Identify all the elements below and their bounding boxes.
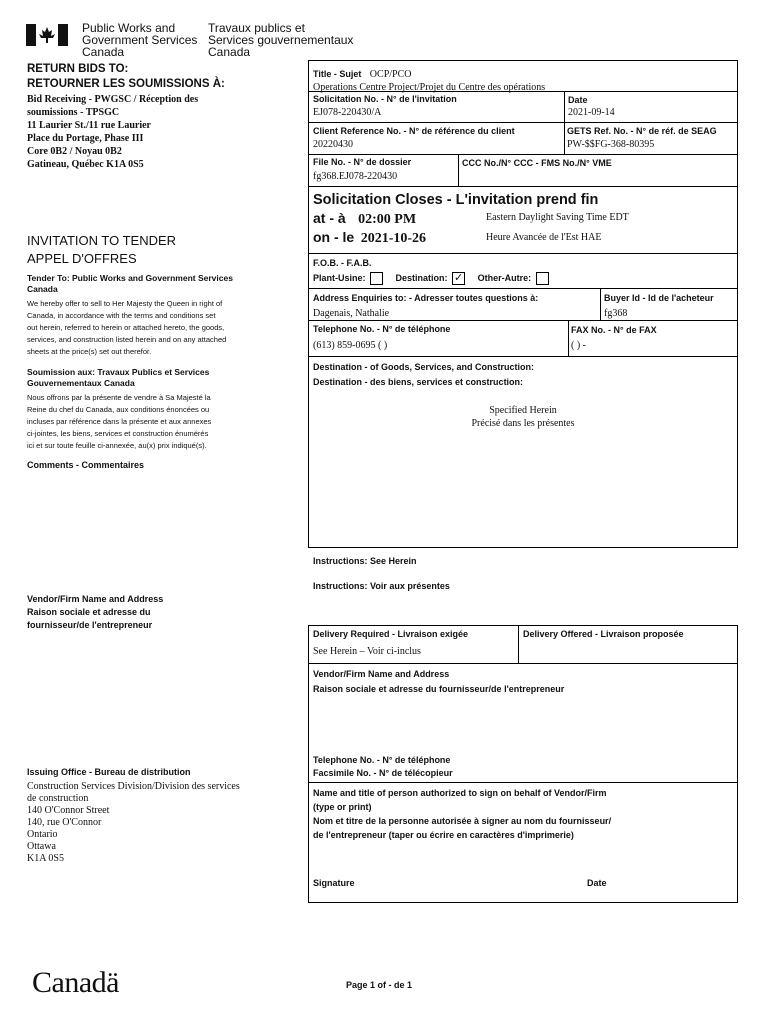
telephone-field: Telephone No. - N° de téléphone (613) 859-0695 ( ) bbox=[313, 324, 451, 351]
closing-date: on - le 2021-10-26 bbox=[313, 229, 427, 246]
tender-to-label: Tender To: Public Works and Government Services Canada bbox=[27, 273, 233, 294]
timezone-en: Eastern Daylight Saving Time EDT bbox=[486, 212, 629, 223]
file-number-field: File No. - N° de dossier fg368.EJ078-220430 bbox=[313, 157, 412, 182]
canada-wordmark: Canadä bbox=[32, 966, 119, 999]
fax-field: FAX No. - N° de FAX ( ) - bbox=[571, 325, 657, 351]
signature-label: Signature bbox=[313, 878, 355, 888]
client-reference-field: Client Reference No. - N° de référence du client 20220430 bbox=[313, 126, 515, 150]
closing-time: at - à 02:00 PM bbox=[313, 210, 417, 227]
vendor-name-label: Vendor/Firm Name and Address Raison sociale et adresse du fournisseur/de l'entrepreneur bbox=[313, 669, 565, 694]
address-enquiries-field: Address Enquiries to: - Adresser toutes questions à: Dagenais, Nathalie bbox=[313, 293, 539, 319]
fob-options: Plant-Usine: Destination: ✓ Other-Autre: bbox=[313, 272, 549, 285]
title-field: Title - Sujet OCP/PCO Operations Centre Project/Projet du Centre des opérations bbox=[313, 69, 546, 93]
vendor-left-label: Vendor/Firm Name and Address Raison sociale et adresse du fournisseur/de l'entrepreneur bbox=[27, 594, 164, 630]
vendor-phone-fax-label: Telephone No. - N° de téléphone Facsimile No. - N° de télécopieur bbox=[313, 755, 453, 778]
destination-goods-label: Destination - of Goods, Services, and Construction: Destination - des biens, services et construction: bbox=[313, 362, 535, 387]
invitation-title: INVITATION TO TENDER APPEL D'OFFRES bbox=[27, 233, 177, 266]
instructions-en: Instructions: See Herein bbox=[313, 556, 417, 566]
fob-label: F.O.B. - F.A.B. bbox=[313, 258, 372, 268]
page-number: Page 1 of - de 1 bbox=[346, 980, 413, 990]
authorized-person-input[interactable] bbox=[312, 845, 734, 873]
offer-text-en: We hereby offer to sell to Her Majesty the Queen in right of Canada, in accordance with the terms and conditions set out herein, referred to herein or attached hereto, the goods, services, and construction listed herein and on any attached sheets at the price(s) set out therefor. bbox=[27, 299, 227, 356]
comments-label: Comments - Commentaires bbox=[27, 460, 145, 470]
dept-name-en: Public Works and Government Services Canada bbox=[82, 21, 198, 59]
signature-date-label: Date bbox=[587, 878, 607, 888]
soumission-label: Soumission aux: Travaux Publics et Services Gouvernementaux Canada bbox=[27, 367, 210, 388]
solicitation-number-field: Solicitation No. - N° de l'invitation EJ078-220430/A bbox=[313, 94, 457, 118]
canada-flag-icon bbox=[26, 24, 68, 46]
ccc-number-field: CCC No./N° CCC - FMS No./N° VME bbox=[462, 158, 612, 168]
issuing-office-address: Construction Services Division/Division des services de construction 140 O'Connor Street 140, rue O'Connor Ontario Ottawa K1A 0S5 bbox=[27, 781, 240, 864]
vendor-name-input[interactable] bbox=[312, 697, 734, 749]
instructions-fr: Instructions: Voir aux présentes bbox=[313, 581, 450, 591]
other-checkbox[interactable] bbox=[536, 272, 549, 285]
specified-herein: Specified Herein Précisé dans les présentes bbox=[471, 405, 575, 429]
delivery-offered-input[interactable] bbox=[522, 643, 734, 660]
delivery-required-field: Delivery Required - Livraison exigée See Herein – Voir ci-inclus bbox=[313, 629, 469, 657]
offer-text-fr: Nous offrons par la présente de vendre à Sa Majesté la Reine du chef du Canada, aux conditions énoncées ou incluses par référence dans la présente et aux annexes ci-jointes, les biens, services et construction énumérés ici et sur toute feuille ci-annexée, au(x) prix indiqué(s). bbox=[27, 393, 212, 450]
issuing-office-label: Issuing Office - Bureau de distribution bbox=[27, 767, 191, 777]
return-bids-address: Bid Receiving - PWGSC / Réception des soumissions - TPSGC 11 Laurier St./11 rue Laurier Place du Portage, Phase III Core 0B2 / Noyau 0B2 Gatineau, Québec K1A 0S5 bbox=[27, 94, 199, 170]
dept-name-fr: Travaux publics et Services gouvernementaux Canada bbox=[208, 21, 354, 59]
buyer-id-field: Buyer Id - Id de l'acheteur fg368 bbox=[604, 293, 714, 319]
delivery-offered-label: Delivery Offered - Livraison proposée bbox=[523, 629, 684, 639]
authorized-person-label: Name and title of person authorized to sign on behalf of Vendor/Firm (type or print) Nom et titre de la personne autorisée à signer au nom du fournisseur/ de l'entrepreneur (taper ou écrire en caractères d'imprimerie) bbox=[313, 788, 612, 840]
timezone-fr: Heure Avancée de l'Est HAE bbox=[486, 232, 602, 243]
destination-checkbox[interactable]: ✓ bbox=[453, 272, 464, 284]
gets-reference-field: GETS Ref. No. - N° de réf. de SEAG PW-$$FG-368-80395 bbox=[567, 126, 717, 150]
solicitation-closes-title: Solicitation Closes - L'invitation prend fin bbox=[313, 192, 599, 208]
return-bids-title: RETURN BIDS TO: RETOURNER LES SOUMISSIONS À: bbox=[27, 63, 225, 90]
plant-checkbox[interactable] bbox=[370, 272, 383, 285]
date-field: Date 2021-09-14 bbox=[568, 95, 615, 118]
